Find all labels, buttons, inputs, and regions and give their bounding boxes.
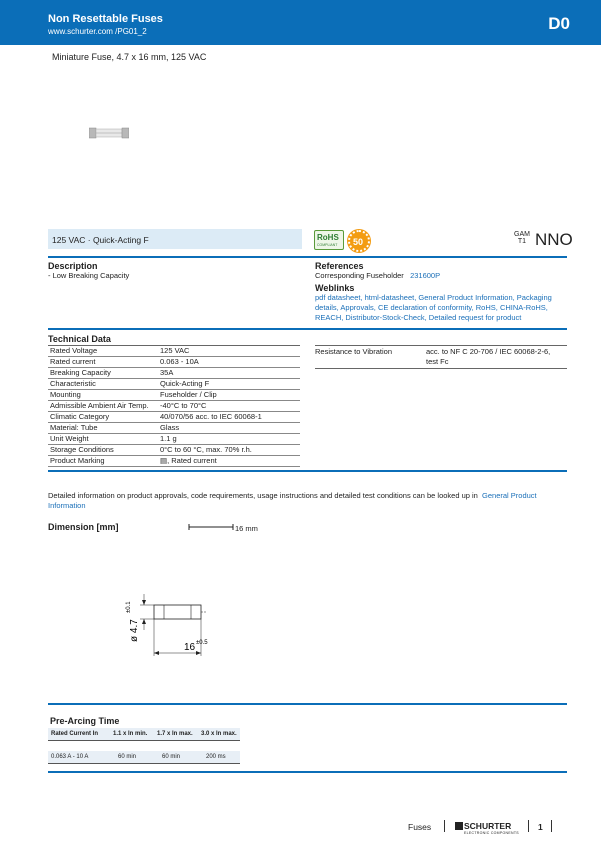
info-link-1[interactable]: General Product xyxy=(482,491,537,500)
prearcing-header: 3.0 x In max. xyxy=(198,728,240,741)
technical-value: 35A xyxy=(158,368,300,379)
technical-value: 0°C to 60 °C, max. 70% r.h. xyxy=(158,445,300,456)
schurter-logo xyxy=(455,821,511,831)
table-row xyxy=(48,346,300,357)
table-row xyxy=(48,379,300,390)
technical-label: Characteristic xyxy=(48,379,158,390)
divider xyxy=(48,771,567,773)
table-row xyxy=(48,357,300,368)
footer-divider xyxy=(444,820,445,832)
prearcing-cell: 60 min xyxy=(110,751,154,764)
table-bottom-line xyxy=(315,368,567,369)
fuseholder-label: Corresponding Fuseholder xyxy=(315,271,404,280)
rohs-label: RoHS xyxy=(317,233,339,242)
technical-label: Mounting xyxy=(48,390,158,401)
technical-label: Breaking Capacity xyxy=(48,368,158,379)
voltage-band-text: 125 VAC · Quick-Acting F xyxy=(52,235,149,245)
dimension-drawing xyxy=(120,580,240,660)
divider xyxy=(48,470,567,472)
technical-heading: Technical Data xyxy=(48,334,111,344)
weblinks-line-3[interactable]: REACH, Distributor-Stock-Check, Detailed request for product xyxy=(315,313,522,322)
technical-label: Material: Tube xyxy=(48,423,158,434)
vibration-label: Resistance to Vibration xyxy=(315,347,392,356)
table-row xyxy=(48,401,300,412)
description-heading: Description xyxy=(48,261,98,271)
technical-value: Glass xyxy=(158,423,300,434)
technical-value: 0.063 - 10A xyxy=(158,357,300,368)
technical-value: Fuseholder / Clip xyxy=(158,390,300,401)
info-text: Detailed information on product approvals, code requirements, usage instructions and detailed test conditions can be looked up in xyxy=(48,491,478,500)
description-item: - Low Breaking Capacity xyxy=(48,271,130,280)
references-heading: References xyxy=(315,261,364,271)
dim-dia-label: ø 4.7 xyxy=(129,619,140,642)
technical-label: Climatic Category xyxy=(48,412,158,423)
footer-section: Fuses xyxy=(408,822,432,832)
technical-label: Admissible Ambient Air Temp. xyxy=(48,401,158,412)
fuseholder-link[interactable]: 231600P xyxy=(410,271,441,280)
technical-value: 125 VAC xyxy=(158,346,300,357)
table-row xyxy=(48,456,300,467)
info-link-2[interactable]: Information xyxy=(48,501,86,510)
scale-label: 16 mm xyxy=(235,524,258,533)
prearcing-header-row xyxy=(48,728,240,741)
prearcing-heading: Pre-Arcing Time xyxy=(50,716,120,726)
technical-label: Unit Weight xyxy=(48,434,158,445)
prearcing-table xyxy=(48,728,240,764)
dimension-heading: Dimension [mm] xyxy=(48,522,119,532)
rohs-sub-label: COMPLIANT xyxy=(317,243,338,247)
footer-divider xyxy=(551,820,552,832)
prearcing-cell: 200 ms xyxy=(198,751,240,764)
prearcing-cell: 60 min xyxy=(154,751,198,764)
technical-value: ▤, Rated current xyxy=(158,456,300,467)
gam-bottom: T1 xyxy=(517,238,527,245)
divider xyxy=(48,703,567,705)
header-bar xyxy=(0,0,601,45)
technical-label: Storage Conditions xyxy=(48,445,158,456)
prearcing-header: Rated Current In xyxy=(48,728,110,741)
technical-value: Quick-Acting F xyxy=(158,379,300,390)
dim-dia-tol: ±0.1 xyxy=(126,601,132,613)
product-subtitle: Miniature Fuse, 4.7 x 16 mm, 125 VAC xyxy=(52,52,207,62)
vibration-value-1: acc. to NF C 20-706 / IEC 60068-2-6, xyxy=(426,347,551,356)
technical-value: 1.1 g xyxy=(158,434,300,445)
logo-text: SCHURTER xyxy=(464,821,512,831)
weblinks-line-1[interactable]: pdf datasheet, html-datasheet, General Product Information, Packaging xyxy=(315,293,552,302)
table-row xyxy=(48,434,300,445)
gam-mark xyxy=(514,231,530,245)
references-line xyxy=(315,271,440,281)
divider xyxy=(48,256,567,258)
technical-label: Rated current xyxy=(48,357,158,368)
logo-subtext: ELECTRONIC COMPONENTS xyxy=(464,831,519,835)
info-paragraph xyxy=(48,491,568,501)
gam-top: GAM xyxy=(514,231,530,238)
rohs-badge-icon xyxy=(314,230,344,250)
table-row xyxy=(48,412,300,423)
technical-label: Product Marking xyxy=(48,456,158,467)
voltage-band xyxy=(48,229,302,249)
table-row xyxy=(48,423,300,434)
table-row xyxy=(48,751,240,764)
technical-label: Rated Voltage xyxy=(48,346,158,357)
scale-bar xyxy=(188,523,268,541)
header-title: Non Resettable Fuses xyxy=(48,13,163,25)
table-row xyxy=(48,390,300,401)
fuse-image xyxy=(89,127,129,139)
divider xyxy=(48,328,567,330)
prearcing-cell: 0.063 A - 10 A xyxy=(48,751,110,764)
header-url[interactable]: www.schurter.com /PG01_2 xyxy=(48,27,147,36)
vibration-value-2: test Fc xyxy=(426,357,449,366)
dim-len-label: 16 xyxy=(184,642,196,653)
weblinks-line-2[interactable]: details, Approvals, CE declaration of conformity, RoHS, CHINA-RoHS, xyxy=(315,303,548,312)
nno-mark: NNO xyxy=(535,230,573,249)
page-number: 1 xyxy=(538,822,543,832)
table-row xyxy=(48,368,300,379)
weblinks-heading: Weblinks xyxy=(315,283,355,293)
footer-divider xyxy=(528,820,529,832)
product-code: D0 xyxy=(548,14,570,33)
dim-len-tol: ±0.5 xyxy=(196,640,208,646)
logo-mark-icon xyxy=(455,822,463,830)
table-row xyxy=(48,445,300,456)
fifty-years-badge-icon xyxy=(348,230,370,252)
prearcing-header: 1.1 x In min. xyxy=(110,728,154,741)
prearcing-header: 1.7 x In max. xyxy=(154,728,198,741)
technical-value: 40/070/56 acc. to IEC 60068-1 xyxy=(158,412,300,423)
years-label: 50 xyxy=(353,237,364,247)
technical-table xyxy=(48,346,300,467)
technical-value: -40°C to 70°C xyxy=(158,401,300,412)
table-top-line xyxy=(315,345,567,346)
